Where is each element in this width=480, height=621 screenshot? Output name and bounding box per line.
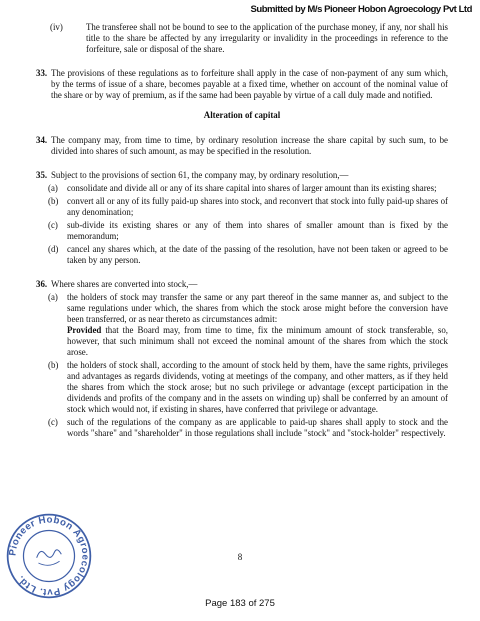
item-text: such of the regulations of the company as are applicable to paid-up shares shall apply to stock and the words "share" and "shareholder" in those regulations shall include "stock" and "stock-holder" respectively. <box>67 417 448 438</box>
clause-35-item-b <box>36 196 448 218</box>
clause-35-item-d <box>36 244 448 266</box>
clause-36-item-a <box>36 292 448 325</box>
clause-36-proviso <box>36 325 448 358</box>
seal-text: Pioneer Hobon Agroecology Pvt. Ltd. <box>7 514 91 598</box>
clause-text: The provisions of these regulations as to forfeiture shall apply in the case of non-payment of any sum which, by the terms of issue of a share, becomes payable at a fixed time, whether on account of the nominal value of the share or by way of premium, as if the same had been payable by virtue of a call duly made and notified. <box>51 68 448 100</box>
clause-number: 33. <box>36 68 48 78</box>
clause-32-item-iv: (iv) The transferee shall not be bound to see to the application of the purchase money, if any, nor shall his title to the share be affected by any irregularity or invalidity in the proceedings in reference to the forfeiture, sale or disposal of the share. <box>50 22 448 54</box>
clause-intro: Where shares are converted into stock,— <box>51 279 198 289</box>
item-text: the holders of stock may transfer the same or any part thereof in the same manner as, and subject to the same regulations under which, the shares from which the stock arose might before the conversion have been transferred, or as near thereto as circumstances admit: <box>67 292 448 324</box>
document-body <box>36 20 448 439</box>
item-marker: (a) <box>48 183 58 193</box>
clause-text: The company may, from time to time, by ordinary resolution increase the share capital by such sum, to be divided into shares of such amount, as may be specified in the resolution. <box>51 135 448 156</box>
proviso-text: that the Board may, from time to time, fix the minimum amount of stock transferable, so, however, that such minimum shall not exceed the nominal amount of the shares from which the stock arose. <box>67 325 448 357</box>
clause-36 <box>36 279 448 290</box>
item-text: The transferee shall not be bound to see to the application of the purchase money, if any, nor shall his title to the share be affected by any irregularity or invalidity in the proceedings in reference to the forfeiture, sale or disposal of the share. <box>86 22 448 54</box>
item-marker: (d) <box>48 244 59 254</box>
item-marker: (b) <box>48 360 59 370</box>
clause-33 <box>36 68 448 101</box>
item-marker: (c) <box>48 417 58 427</box>
page-number: 8 <box>237 552 243 562</box>
submitted-by-header: Submitted by M/s Pioneer Hobon Agroecology Pvt Ltd <box>250 4 472 15</box>
clause-34 <box>36 135 448 157</box>
item-text: cancel any shares which, at the date of the passing of the resolution, have not been taken or agreed to be taken by any person. <box>67 244 448 265</box>
item-text: consolidate and divide all or any of its share capital into shares of larger amount than its existing shares; <box>67 183 437 193</box>
clause-36-item-c <box>36 417 448 439</box>
item-marker: (c) <box>48 220 58 230</box>
item-text: convert all or any of its fully paid-up shares into stock, and reconvert that stock into fully paid-up shares of any denomination; <box>67 196 448 217</box>
clause-number: 35. <box>36 170 48 180</box>
clause-35 <box>36 170 448 181</box>
item-text: the holders of stock shall, according to the amount of stock held by them, have the same rights, privileges and advantages as regards dividends, voting at meetings of the company, and other matters, as if they held the shares from which the stock arose; but no such privilege or advantage (except participation in the dividends and profits of the company and in the assets on winding up) shall be conferred by an amount of stock which would not, if existing in shares, have conferred that privilege or advantage. <box>67 360 448 414</box>
clause-number: 34. <box>36 135 48 145</box>
item-marker: (a) <box>48 292 58 302</box>
clause-36-item-b <box>36 360 448 415</box>
clause-35-item-c <box>36 220 448 242</box>
clause-intro: Subject to the provisions of section 61, the company may, by ordinary resolution,— <box>51 170 349 180</box>
item-text: sub-divide its existing shares or any of them into shares of smaller amount than is fixed by the memorandum; <box>67 220 448 241</box>
clause-number: 36. <box>36 279 48 289</box>
section-heading: Alteration of capital <box>203 110 281 120</box>
item-marker: (b) <box>48 196 59 206</box>
page-footer: Page 183 of 275 <box>205 598 275 609</box>
clause-35-item-a <box>36 183 448 194</box>
proviso-label: Provided <box>67 325 102 335</box>
